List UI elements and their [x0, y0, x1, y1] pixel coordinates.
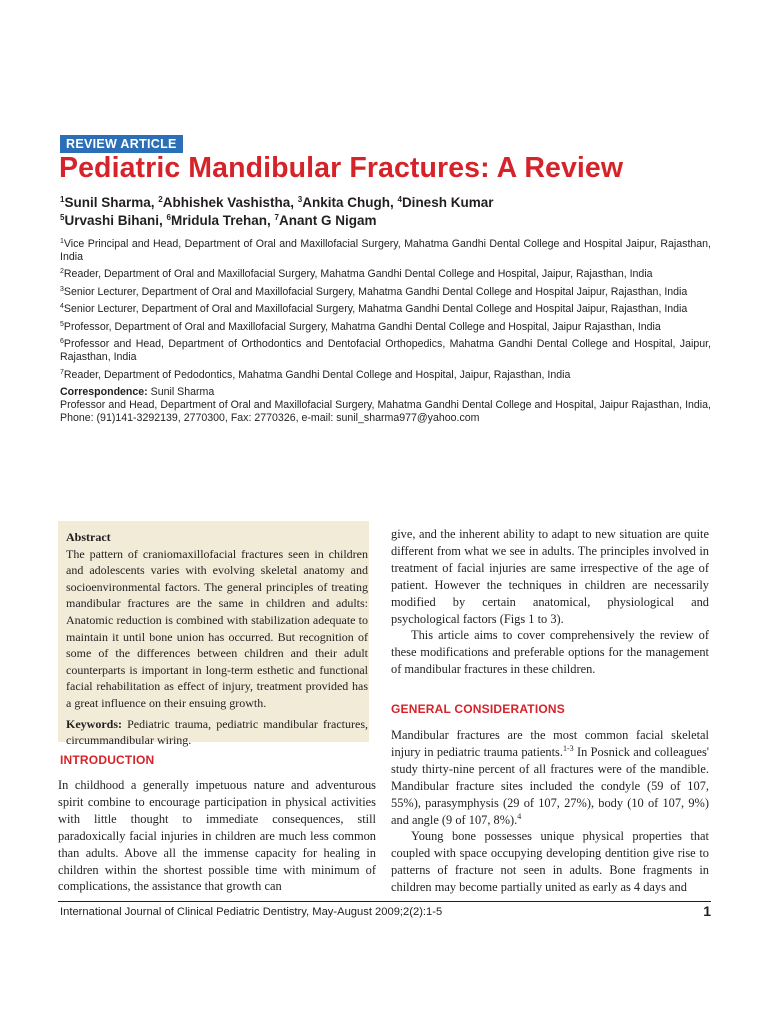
general-considerations-body: [391, 727, 709, 896]
citation: 1-3: [562, 743, 574, 753]
article-title: Pediatric Mandibular Fractures: A Review: [59, 152, 624, 184]
affiliations: [60, 238, 711, 425]
right-column-top: [391, 526, 709, 678]
correspondence-label: Correspondence:: [60, 385, 148, 398]
author: $^5$Urvashi Bihani,: [60, 212, 167, 228]
affiliation: $^1$Vice Principal and Head, Department of Oral and Maxillofacial Surgery, Mahatma Gandhi Dental College and Hospital Jaipur, Rajasthan, India: [60, 238, 711, 264]
introduction-heading: INTRODUCTION: [60, 753, 155, 767]
author: $^7$Anant G Nigam: [274, 212, 377, 228]
citation: 4: [517, 811, 522, 821]
author: $^2$Abhishek Vashistha,: [158, 195, 298, 210]
author-line-1: [60, 194, 720, 212]
author: $^3$Ankita Chugh,: [297, 195, 398, 210]
affiliation: $^2$Reader, Department of Oral and Maxillofacial Surgery, Mahatma Gandhi Dental College and Hospital, Jaipur, Rajasthan, India: [60, 268, 653, 281]
correspondence-name: Sunil Sharma: [147, 385, 215, 398]
journal-citation: International Journal of Clinical Pediatric Dentistry, May-August 2009;2(2):1-5: [60, 906, 443, 918]
general-considerations-heading: GENERAL CONSIDERATIONS: [391, 702, 565, 716]
author: $^4$Dinesh Kumar: [397, 195, 494, 210]
keywords-text: Pediatric trauma, pediatric mandibular fractures, circummandibular wiring.: [66, 716, 368, 748]
introduction-body: [58, 777, 376, 895]
affiliation: $^7$Reader, Department of Pedodontics, Mahatma Gandhi Dental College and Hospital, Jaipur, Rajasthan, India: [60, 368, 571, 381]
article-type-badge: REVIEW ARTICLE: [60, 135, 183, 153]
abstract: [66, 529, 368, 749]
affiliation: $^4$Senior Lecturer, Department of Oral and Maxillofacial Surgery, Mahatma Gandhi Dental College and Hospital Jaipur, Rajasthan, India: [60, 303, 688, 316]
paragraph: Young bone possesses unique physical properties that coupled with space occupying developing dentition give rise to patterns of fracture not seen in adults. Bone fragments in children may become partially united as early as 4 days and: [391, 829, 709, 895]
author: $^6$Mridula Trehan,: [166, 212, 275, 228]
correspondence: [60, 386, 711, 425]
author-line-2: [60, 212, 720, 230]
affiliation: $^6$Professor and Head, Department of Orthodontics and Dentofacial Orthopedics, Mahatma Gandhi Dental College and Hospital, Jaipur, Rajasthan, India: [60, 338, 711, 364]
paragraph: Mandibular fractures are the most common facial skeletal injury in pediatric trauma patients.$^{1-3}$ In Posnick and colleagues' study thirty-nine percent of all fractures were of the mandible. Mandibular fracture sites included the condyle (59 of 107, 55%), parasymphysis (29 of 107, 27%), body (10 of 107, 9%) and angle (9 of 107, 8%).$^4$: [391, 728, 709, 827]
paragraph: This article aims to cover comprehensively the review of these modifications and preferable options for the management of mandibular fractures in these children.: [391, 628, 709, 677]
footer-divider: [58, 901, 711, 902]
keywords-label: Keywords:: [66, 716, 122, 731]
affiliation: $^3$Senior Lecturer, Department of Oral and Maxillofacial Surgery, Mahatma Gandhi Dental College and Hospital Jaipur, Rajasthan, India: [60, 285, 688, 298]
page-number: 1: [703, 903, 711, 919]
paragraph: give, and the inherent ability to adapt to new situation are quite different from what we see in adults. The principles involved in treatment of facial injuries are same irrespective of the age of patient. However the techniques in children are necessarily modified by certain anatomical, physiological and psychological factors (Figs 1 to 3).: [391, 527, 709, 626]
author: $^1$Sunil Sharma,: [60, 195, 159, 210]
keywords: [66, 716, 368, 749]
correspondence-details: Professor and Head, Department of Oral and Maxillofacial Surgery, Mahatma Gandhi Dental College and Hospital, Jaipur Rajasthan, India, Phone: (91)141-3292139, 2770300, Fax: 2770326, e-mail: sunil_sharma977@yahoo.com: [60, 399, 711, 425]
author-list: [60, 194, 720, 229]
affiliation: $^5$Professor, Department of Oral and Maxillofacial Surgery, Mahatma Gandhi Dental College and Hospital, Jaipur Rajasthan, India: [60, 320, 661, 333]
abstract-text: The pattern of craniomaxillofacial fractures seen in children and adolescents varies with evolving skeletal anatomy and socioenvironmental factors. The general principles of treating mandibular fractures are the same in children and adults: Anatomic reduction is combined with stabilization adequate to maintain it until bone union has occurred. But recognition of some of the differences between children and their adult counterparts is important in long-term esthetic and functional facial rehabilitation as effect of injury, treatment provided has a great influence on their ensuing growth.: [66, 546, 368, 710]
introduction-paragraph: In childhood a generally impetuous nature and adventurous spirit combine to encourage participation in physical activities with little thought to immediate consequences, still paradoxically facial injuries in children are much less common than adults. Above all the immense capacity for healing in children within the shortest possible time with minimum of complications, the assistance that growth can: [58, 778, 376, 894]
abstract-heading: Abstract: [66, 530, 111, 544]
